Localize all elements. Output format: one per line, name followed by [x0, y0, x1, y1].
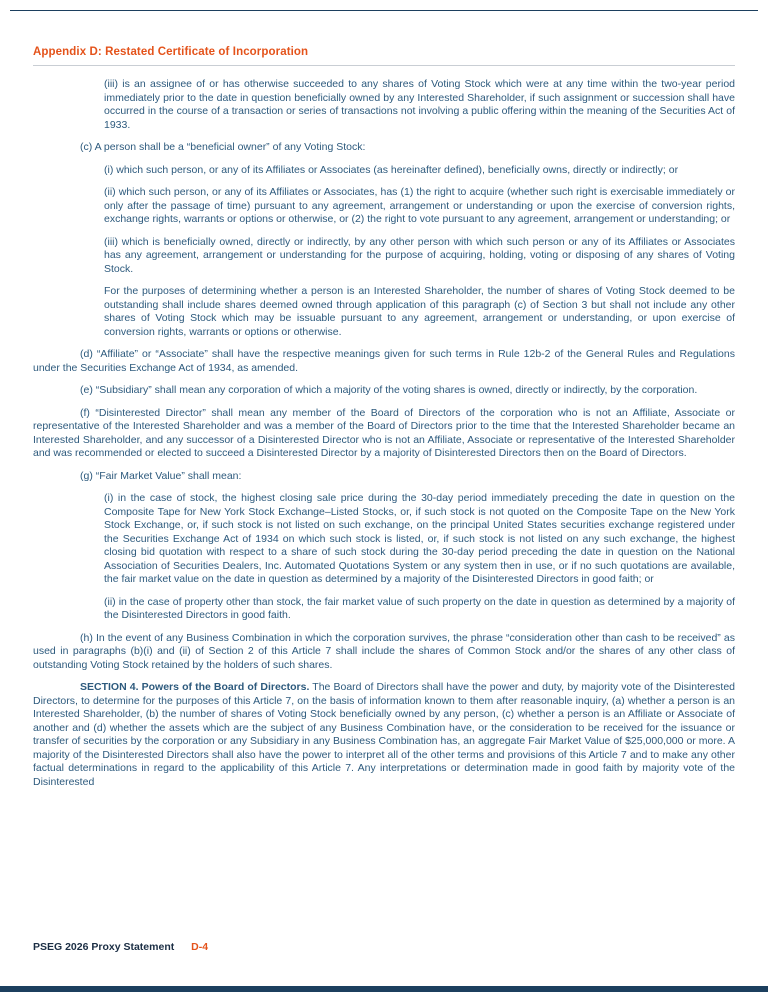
- paragraph: (i) which such person, or any of its Affiliates or Associates (as hereinafter defined), beneficially owns, directly or indirectly; or: [104, 163, 679, 176]
- page-header: [33, 46, 735, 66]
- paragraph: (f) “Disinterested Director” shall mean any member of the Board of Directors of the corporation who is not an Affiliate, Associate or representative of the Interested Shareholder and was a member of the Board of Directors prior to the time that the Interested Shareholder became an Interested Shareholder, and any successor of a Disinterested Director who is not an Affiliate, Associate or representative of the Interested Shareholder and was recommended or elected to succeed a Disinterested Director by a majority of Disinterested Directors then on the Board of Directors.: [33, 406, 735, 459]
- paragraph: (e) “Subsidiary” shall mean any corporation of which a majority of the voting shares is owned, directly or indirectly, by the corporation.: [80, 384, 698, 396]
- top-rule: [10, 10, 758, 11]
- footer-document-label: PSEG 2026 Proxy Statement: [33, 941, 175, 953]
- paragraph: (d) “Affiliate” or “Associate” shall have the respective meanings given for such terms in Rule 12b-2 of the General Rules and Regulations under the Securities Exchange Act of 1934, as amended.: [33, 348, 735, 374]
- document-body: [33, 78, 735, 798]
- paragraph: For the purposes of determining whether a person is an Interested Shareholder, the number of shares of Voting Stock deemed to be outstanding shall include shares deemed owned through application of this paragraph (c) of Section 3 but shall not include any other shares of Voting Stock which may be issuable pursuant to any agreement, arrangement or understanding, or upon exercise of conversion rights, warrants or options or otherwise.: [104, 285, 735, 338]
- footer-page-number: D-4: [191, 941, 209, 953]
- paragraph: (ii) in the case of property other than stock, the fair market value of such property on the date in question as determined by a majority of the Disinterested Directors in good faith.: [104, 595, 735, 621]
- bottom-bar: [0, 986, 768, 992]
- paragraph: (iii) is an assignee of or has otherwise succeeded to any shares of Voting Stock which were at any time within the two-year period immediately prior to the date in question beneficially owned by any Interested Shareholder, if such assignment or succession shall have occurred in the course of a transaction or series of transactions not involving a public offering within the meaning of the Securities Act of 1933.: [104, 78, 735, 131]
- paragraph: SECTION 4. Powers of the Board of Directors. The Board of Directors shall have the power and duty, by majority vote of the Disinterested Directors, to determine for the purposes of this Article 7, on the basis of information known to them after reasonable inquiry, (a) whether a person is an Interested Shareholder, (b) the number of shares of Voting Stock beneficially owned by any person, (c) whether a person is an Affiliate or Associate of another and (d) whether the assets which are the subject of any Business Combination have, or the consideration to be received for the issuance or transfer of securities by the corporation or any Subsidiary in any Business Combination has, an aggregate Fair Market Value of $25,000,000 or more. A majority of the Disinterested Directors shall also have the power to interpret all of the other terms and provisions of this Article 7 and to make any other factual determinations in regard to the applicability of this Article 7. Any interpretations or determination made in good faith by majority vote of the Disinterested: [33, 681, 736, 788]
- paragraph: (c) A person shall be a “beneficial owner” of any Voting Stock:: [80, 141, 366, 153]
- paragraph: (h) In the event of any Business Combination in which the corporation survives, the phrase “consideration other than cash to be received” as used in paragraphs (b)(i) and (ii) of Section 2 of this Article 7 shall include the shares of Common Stock and/or the shares of any other class of outstanding Voting Stock retained by the holders of such shares.: [33, 631, 735, 671]
- paragraph: (iii) which is beneficially owned, directly or indirectly, by any other person with which such person or any of its Affiliates or Associates has any agreement, arrangement or understanding for the purpose of acquiring, holding, voting or disposing of any shares of Voting Stock.: [104, 235, 735, 275]
- header-rule: [33, 65, 735, 66]
- paragraph: (ii) which such person, or any of its Affiliates or Associates, has (1) the right to acquire (whether such right is exercisable immediately or only after the passage of time) pursuant to any agreement, arrangement or understanding or upon the exercise of conversion rights, exchange rights, warrants or options or otherwise, or (2) the right to vote pursuant to any agreement, arrangement or understanding; or: [104, 186, 735, 225]
- appendix-title: Appendix D: Restated Certificate of Incorporation: [33, 46, 309, 58]
- paragraph: (i) in the case of stock, the highest closing sale price during the 30-day period immediately preceding the date in question on the Composite Tape for New York Stock Exchange–Listed Stocks, or, if such stock is not quoted on the Composite Tape on the New York Stock Exchange, or, if such stock is not listed on such exchange, on the principal United States securities exchange registered under the Securities Exchange Act of 1934 on which such stock is listed, or, if such stock is not listed on any such exchange, the highest closing bid quotation with respect to a share of such stock during the 30-day period preceding the date in question on the National Association of Securities Dealers, Inc. Automated Quotations System or any system then in use, or if no such quotations are available, the fair market value on the date in question as determined by a majority of the Disinterested Directors in good faith; or: [104, 492, 735, 585]
- page-footer: [33, 941, 735, 953]
- section-heading: SECTION 4. Powers of the Board of Directors.: [80, 681, 310, 693]
- paragraph: (g) “Fair Market Value” shall mean:: [80, 469, 242, 482]
